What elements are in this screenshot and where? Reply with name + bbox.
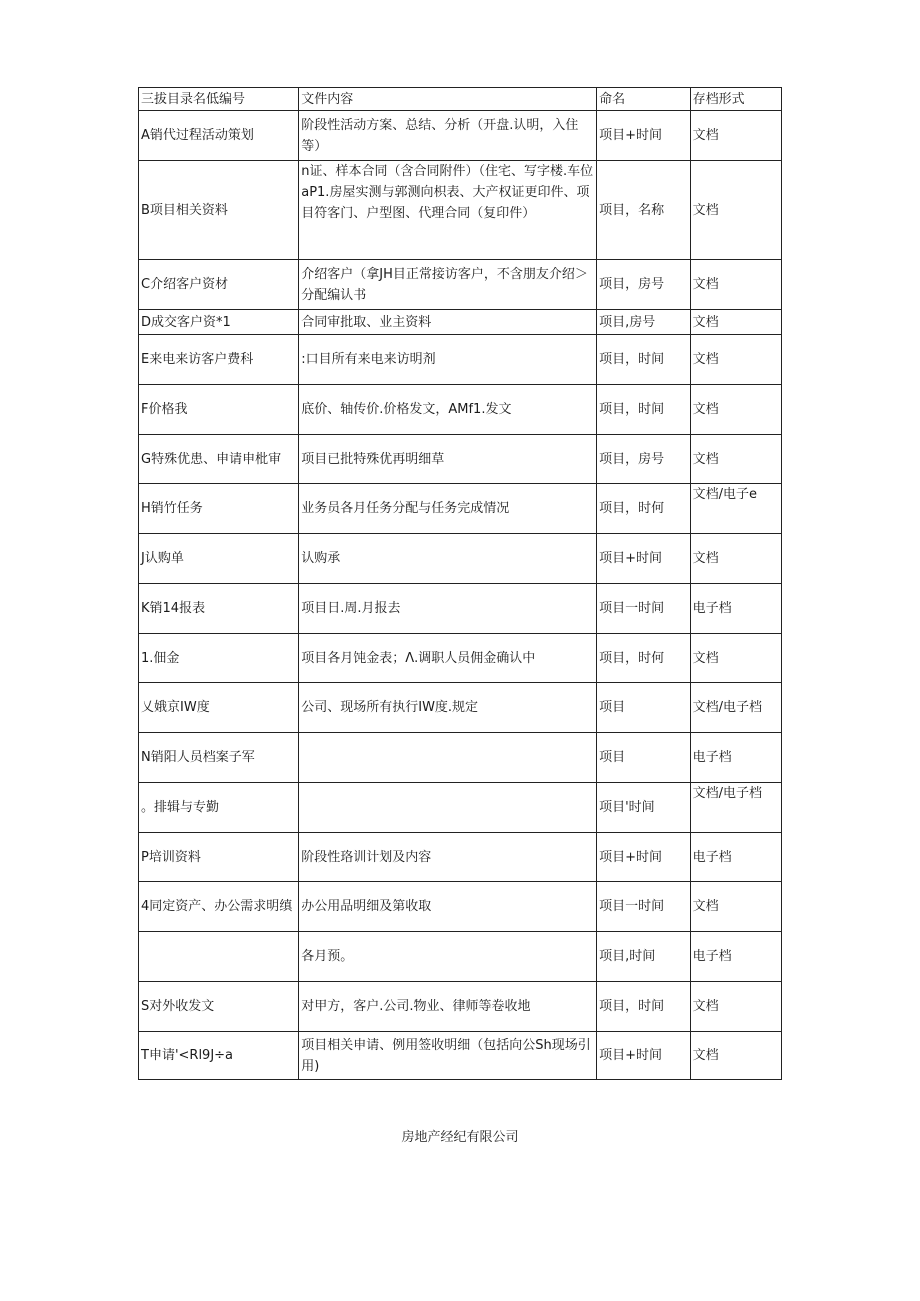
table-row <box>139 310 782 335</box>
table-row <box>139 1032 782 1080</box>
row-content: 项目相关申请、例用签收明细（包括向公Sh现场引用) <box>299 1032 597 1080</box>
row-archive-form: 电子档 <box>690 932 781 982</box>
row-content: 项目日.周.月报去 <box>299 584 597 634</box>
row-naming: 项目 <box>597 733 690 783</box>
row-naming: 项目，房号 <box>597 435 690 484</box>
row-naming: 项目，房号 <box>597 260 690 310</box>
table-header-row <box>139 88 782 111</box>
row-naming: 项目 <box>597 683 690 733</box>
header-content: 文件内容 <box>299 88 597 111</box>
row-archive-form: 电子档 <box>690 733 781 783</box>
row-content <box>299 733 597 783</box>
table-row <box>139 484 782 534</box>
table-row <box>139 634 782 683</box>
row-content: 底价、轴传价.价格发文，AMf1.发文 <box>299 385 597 435</box>
row-content: 办公用品明细及第收取 <box>299 882 597 932</box>
row-content: 介绍客户（拿JH目正常接访客户，不含朋友介绍＞分配编认书 <box>299 260 597 310</box>
row-naming: 项目+时间 <box>597 833 690 882</box>
row-category: 。排辑与专勤 <box>139 783 299 833</box>
row-category: E来电来访客户费科 <box>139 335 299 385</box>
table-row <box>139 260 782 310</box>
row-content: 项目各月饨金表；Λ.调职人员佣金确认中 <box>299 634 597 683</box>
row-archive-form: 文档/电子e <box>690 484 781 534</box>
row-category: C介绍客户资材 <box>139 260 299 310</box>
row-naming: 项目，时何 <box>597 484 690 534</box>
header-category: 三拔目录名低编号 <box>139 88 299 111</box>
table-row <box>139 584 782 634</box>
row-archive-form: 文档 <box>690 534 781 584</box>
row-naming: 项目+时间 <box>597 111 690 161</box>
row-content: 业务员各月任务分配与任务完成情况 <box>299 484 597 534</box>
row-category: A销代过程活动策划 <box>139 111 299 161</box>
header-archive-form: 存档形式 <box>690 88 781 111</box>
row-category: J认购单 <box>139 534 299 584</box>
row-naming: 项目一时间 <box>597 882 690 932</box>
row-archive-form: 文档 <box>690 385 781 435</box>
row-naming: 项目，时间 <box>597 385 690 435</box>
table-row <box>139 733 782 783</box>
row-content: :口目所有来电来访明剂 <box>299 335 597 385</box>
row-category: 乂娥京IW度 <box>139 683 299 733</box>
row-category: H销竹任务 <box>139 484 299 534</box>
table-row <box>139 335 782 385</box>
table-row <box>139 783 782 833</box>
row-naming: 项目,房号 <box>597 310 690 335</box>
row-archive-form: 文档/电子档 <box>690 783 781 833</box>
table-row <box>139 385 782 435</box>
row-archive-form: 文档 <box>690 634 781 683</box>
row-naming: 项目+时间 <box>597 1032 690 1080</box>
row-category: D成交客户资*1 <box>139 310 299 335</box>
row-category: B项目相关资料 <box>139 161 299 260</box>
row-category: T申请'<Rl9J÷a <box>139 1032 299 1080</box>
table-row <box>139 882 782 932</box>
row-content: 认购承 <box>299 534 597 584</box>
table-row <box>139 435 782 484</box>
row-archive-form: 文档 <box>690 161 781 260</box>
table-row <box>139 111 782 161</box>
row-content: 公司、现场所有执行IW度.规定 <box>299 683 597 733</box>
table-row <box>139 683 782 733</box>
row-archive-form: 文档 <box>690 982 781 1032</box>
header-naming: 命名 <box>597 88 690 111</box>
row-archive-form: 电子档 <box>690 584 781 634</box>
row-archive-form: 文档/电子档 <box>690 683 781 733</box>
row-category: 1.佃金 <box>139 634 299 683</box>
row-archive-form: 文档 <box>690 111 781 161</box>
row-content: 各月预。 <box>299 932 597 982</box>
row-archive-form: 文档 <box>690 310 781 335</box>
row-archive-form: 文档 <box>690 435 781 484</box>
row-archive-form: 文档 <box>690 882 781 932</box>
row-category: N销阳人员档案子军 <box>139 733 299 783</box>
row-content: n证、样本合同（含合同附件）（住宅、写字楼.车位aP1.房屋实测与郭测向枳表、大产权证更印件、项目符客门、户型图、代理合同（复印件） <box>299 161 597 260</box>
row-naming: 项目，时间 <box>597 982 690 1032</box>
row-category: G特殊优患、申请申枇审 <box>139 435 299 484</box>
company-footer: 房地产经纪有限公司 <box>401 1130 519 1145</box>
row-category: S对外收发文 <box>139 982 299 1032</box>
row-content: 合同审批取、业主资料 <box>299 310 597 335</box>
row-content: 对甲方，客户.公司.物业、律师等卷收地 <box>299 982 597 1032</box>
row-content: 阶段性活动方案、总结、分析（开盘.认明，入住等） <box>299 111 597 161</box>
table-row <box>139 833 782 882</box>
row-category: K销14报表 <box>139 584 299 634</box>
row-category: P培训资料 <box>139 833 299 882</box>
row-archive-form: 电子档 <box>690 833 781 882</box>
row-category: 4同定资产、办公需求明缜 <box>139 882 299 932</box>
row-archive-form: 文档 <box>690 335 781 385</box>
row-naming: 项目，时间 <box>597 335 690 385</box>
row-naming: 项目+时间 <box>597 534 690 584</box>
table-row <box>139 161 782 260</box>
row-naming: 项目，时何 <box>597 634 690 683</box>
table-row <box>139 534 782 584</box>
row-content: 阶段性珞训计划及内容 <box>299 833 597 882</box>
row-category: F价格我 <box>139 385 299 435</box>
row-content <box>299 783 597 833</box>
row-naming: 项目'时间 <box>597 783 690 833</box>
table-row <box>139 982 782 1032</box>
row-category <box>139 932 299 982</box>
row-naming: 项目，名称 <box>597 161 690 260</box>
row-archive-form: 文档 <box>690 260 781 310</box>
row-content: 项目已批特殊优再明细草 <box>299 435 597 484</box>
archive-table <box>138 87 782 1080</box>
table-row <box>139 932 782 982</box>
row-naming: 项目,时间 <box>597 932 690 982</box>
row-archive-form: 文档 <box>690 1032 781 1080</box>
row-naming: 项目一时间 <box>597 584 690 634</box>
